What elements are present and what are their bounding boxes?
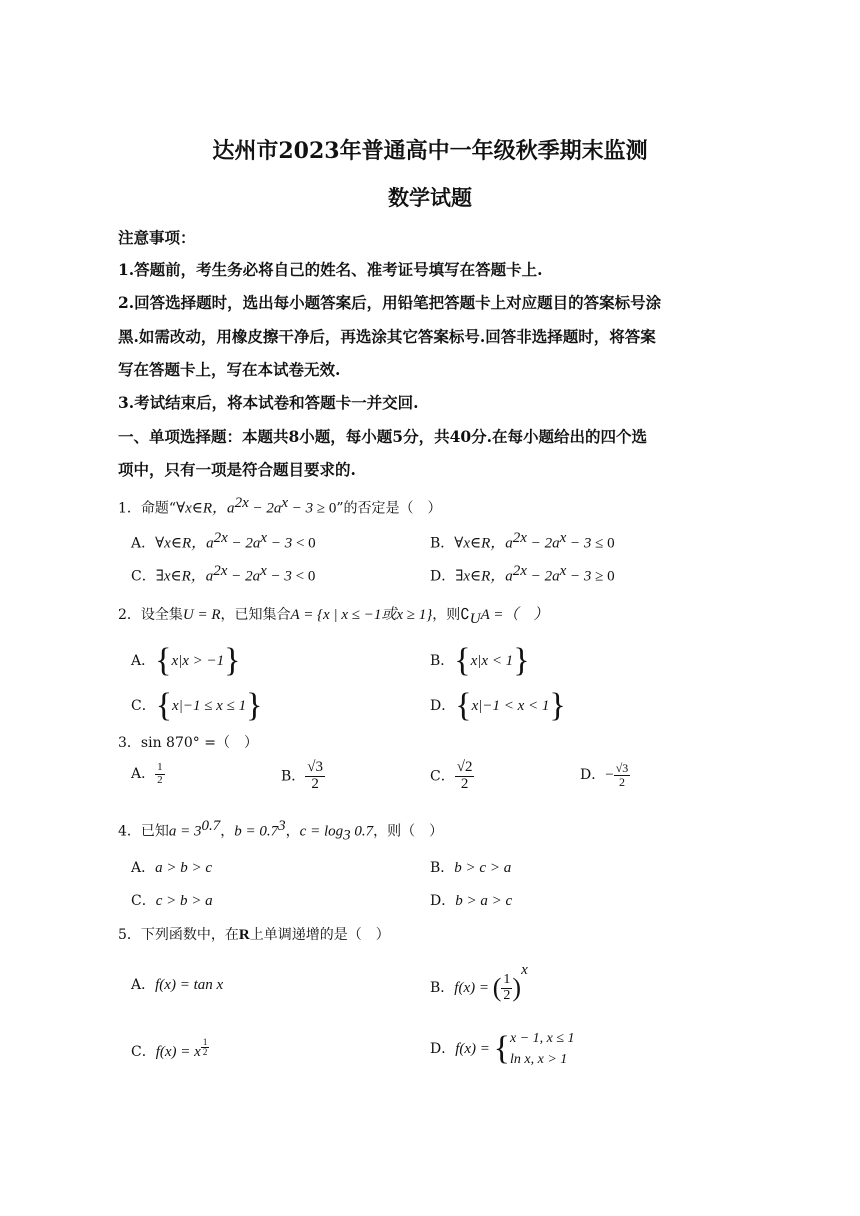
q2-option-d[interactable]: D．{x|−1 < x < 1} bbox=[430, 687, 566, 724]
notice-line-3: 黑.如需改动，用橡皮擦干净后，再选涂其它答案标号.回答非选择题时，将答案 bbox=[118, 327, 656, 346]
question-2-stem: 2．设全集U = R，已知集合A = {x | x ≤ −1或x ≥ 1}，则$∁_UA$ =（ ） bbox=[118, 607, 549, 627]
question-1-stem: 1．命题“∀x∈R，$a^{2x} - 2a^x - 3 \ge 0$”的否定是（ ） bbox=[118, 495, 442, 517]
section-heading-2: 项中，只有一项是符合题目要求的. bbox=[118, 460, 356, 479]
q1-stem-quantifier: ∀x∈R，a bbox=[176, 500, 235, 517]
q2-option-b[interactable]: B．{x|x < 1} bbox=[430, 642, 530, 679]
q1-option-a[interactable]: A．∀x∈R，$a^{2x} - 2a^x - 3 < 0$ bbox=[131, 530, 316, 552]
q3-option-b[interactable]: B． $\frac{√3}{2}$ bbox=[281, 759, 324, 792]
q4-option-b[interactable]: B．b > c > a bbox=[430, 860, 512, 876]
q1-option-c[interactable]: C．∃x∈R，$a^{2x} - 2a^x - 3 < 0$ bbox=[131, 563, 316, 585]
q1-stem-suffix: ”的否定是（ ） bbox=[336, 500, 442, 517]
question-3-stem: 3．sin 870° =（ ） bbox=[118, 735, 258, 751]
q4-option-d[interactable]: D．b > a > c bbox=[430, 893, 513, 909]
q5-option-b[interactable]: B．f(x) = ( $\frac{1}{2}$ )$^x$ bbox=[430, 962, 528, 1003]
q1-stem-relation: ≥ 0 bbox=[316, 500, 337, 517]
question-4-stem: 4．已知$a = 3^{0.7}$，$b = 0.7^3$，$c = \log_3 0.7$，则（ ） bbox=[118, 818, 444, 844]
q3-option-d[interactable]: D．− $\frac{√3}{2}$ bbox=[580, 761, 629, 789]
exam-subtitle: 数学试题 bbox=[388, 185, 472, 210]
q5-option-c[interactable]: C．f(x) = x $^{\frac{1}{2}}$ bbox=[131, 1037, 208, 1061]
notice-heading: 注意事项： bbox=[118, 228, 196, 247]
section-heading-1: 一、单项选择题：本题共8小题，每小题5分，共40分.在每小题给出的四个选 bbox=[118, 427, 648, 446]
exam-title: 达州市2023年普通高中一年级秋季期末监测 bbox=[212, 138, 648, 164]
q1-stem-prefix: 1．命题“ bbox=[118, 500, 177, 517]
notice-line-1: 1.答题前，考生务必将自己的姓名、准考证号填写在答题卡上. bbox=[118, 260, 543, 279]
q4-option-a[interactable]: A．a > b > c bbox=[131, 860, 213, 876]
q2-option-a[interactable]: A．{x|x > −1} bbox=[131, 642, 241, 679]
notice-line-2: 2.回答选择题时，选出每小题答案后，用铅笔把答题卡上对应题目的答案标号涂 bbox=[118, 293, 662, 312]
q2-option-c[interactable]: C．{x|−1 ≤ x ≤ 1} bbox=[131, 687, 263, 724]
q1-option-d[interactable]: D．∃x∈R，$a^{2x} - 2a^x - 3 \ge 0$ bbox=[430, 563, 615, 585]
question-5-stem: 5．下列函数中，在R上单调递增的是（ ） bbox=[118, 927, 390, 943]
q3-option-a[interactable]: A． $\frac{1}{2}$ bbox=[131, 761, 163, 786]
q1-option-b[interactable]: B．∀x∈R，$a^{2x} - 2a^x - 3 \le 0$ bbox=[430, 530, 615, 552]
q3-option-c[interactable]: C． $\frac{√2}{2}$ bbox=[430, 759, 473, 792]
notice-line-5: 3.考试结束后，将本试卷和答题卡一并交回. bbox=[118, 393, 419, 412]
q4-option-c[interactable]: C．c > b > a bbox=[131, 893, 213, 909]
q5-option-a[interactable]: A．f(x) = tan x bbox=[131, 977, 224, 993]
q5-option-d[interactable]: D．f(x) = { x − 1, x ≤ 1 ln x, x > 1 bbox=[430, 1030, 575, 1067]
notice-line-4: 写在答题卡上，写在本试卷无效. bbox=[118, 360, 341, 379]
